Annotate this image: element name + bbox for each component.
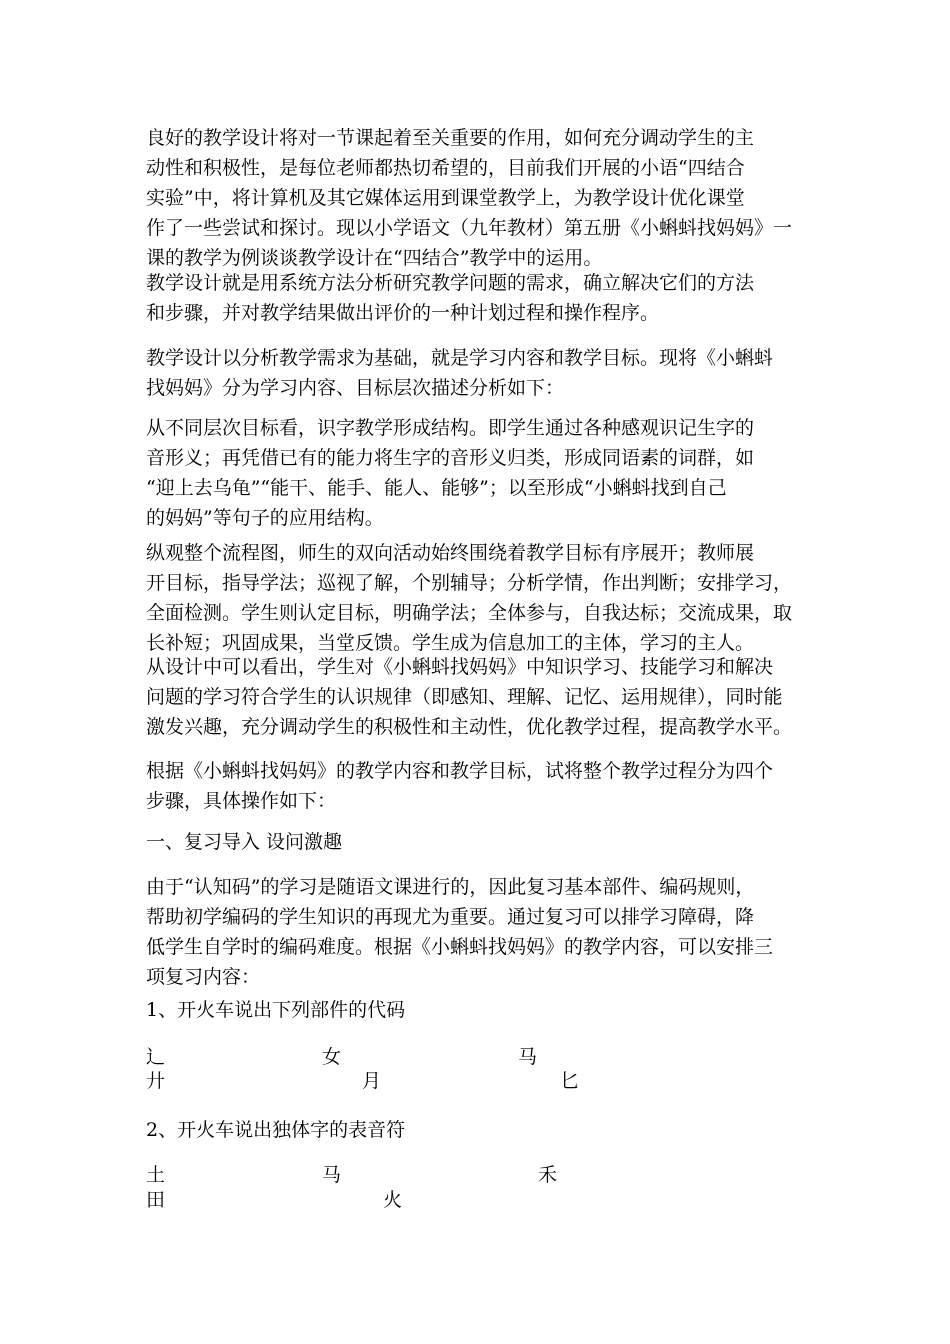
standalone-char: 马	[322, 1164, 342, 1186]
exercise-heading-2	[146, 1115, 816, 1145]
text-line: 动性和积极性，是每位老师都热切希望的，目前我们开展的小语“四结合	[146, 157, 745, 179]
text-line: 1、开火车说出下列部件的代码	[146, 999, 406, 1021]
paragraph-review	[146, 872, 816, 992]
text-line: “迎上去乌龟”“能干、能手、能人、能够”；以至形成“小蝌蚪找到自己	[146, 477, 727, 499]
component-char: 女	[322, 1046, 342, 1068]
standalone-char: 土	[146, 1164, 166, 1186]
paragraph-design	[146, 652, 816, 742]
text-line: 长补短；巩固成果，当堂反馈。学生成为信息加工的主体，学习的主人。	[146, 632, 755, 654]
text-line: 实验”中，将计算机及其它媒体运用到课堂教学上，为教学设计优化课堂	[146, 187, 745, 209]
paragraph-levels	[146, 413, 816, 533]
paragraph-intro	[146, 123, 816, 273]
text-line: 步骤，具体操作如下：	[146, 790, 337, 812]
text-line: 根据《小蝌蚪找妈妈》的教学内容和教学目标，试将整个教学过程分为四个	[146, 760, 774, 782]
exercise-heading-1	[146, 995, 816, 1025]
text-line: 的妈妈”等句子的应用结构。	[146, 507, 384, 529]
paragraph-steps	[146, 756, 816, 816]
standalone-char: 禾	[538, 1164, 558, 1186]
text-line: 低学生自学时的编码难度。根据《小蝌蚪找妈妈》的教学内容，可以安排三	[146, 936, 774, 958]
section-heading	[146, 827, 816, 857]
paragraph-analysis	[146, 343, 816, 403]
text-line: 激发兴趣，充分调动学生的积极性和主动性，优化教学过程，提高教学水平。	[146, 716, 793, 738]
text-line: 作了一些尝试和探讨。现以小学语文（九年教材）第五册《小蝌蚪找妈妈》一	[146, 217, 793, 239]
text-line: 从设计中可以看出，学生对《小蝌蚪找妈妈》中知识学习、技能学习和解决	[146, 656, 774, 678]
text-line: 全面检测。学生则认定目标，明确学法；全体参与，自我达标；交流成果，取	[146, 602, 793, 624]
text-line: 教学设计就是用系统方法分析研究教学问题的需求，确立解决它们的方法	[146, 272, 755, 294]
component-char: 匕	[560, 1070, 580, 1092]
component-char: 月	[362, 1070, 382, 1092]
text-line: 开目标，指导学法；巡视了解，个别辅导；分析学情，作出判断；安排学习，	[146, 572, 793, 594]
text-line: 和步骤，并对教学结果做出评价的一种计划过程和操作程序。	[146, 302, 660, 324]
component-char: 马	[518, 1046, 538, 1068]
paragraph-flowchart	[146, 538, 816, 658]
text-line: 项复习内容：	[146, 966, 261, 988]
standalone-char: 田	[146, 1189, 166, 1211]
text-line: 教学设计以分析教学需求为基础，就是学习内容和教学目标。现将《小蝌蚪	[146, 347, 774, 369]
text-line: 一、复习导入 设问激趣	[146, 831, 343, 853]
text-line: 纵观整个流程图，师生的双向活动始终围绕着教学目标有序展开；教师展	[146, 542, 755, 564]
text-line: 由于“认知码”的学习是随语文课进行的，因此复习基本部件、编码规则，	[146, 876, 755, 898]
component-char: 廾	[146, 1070, 166, 1092]
component-char: 辶	[146, 1046, 166, 1068]
text-line: 音形义；再凭借已有的能力将生字的音形义归类，形成同语素的词群，如	[146, 447, 755, 469]
text-line: 良好的教学设计将对一节课起着至关重要的作用，如何充分调动学生的主	[146, 127, 755, 149]
text-line: 从不同层次目标看，识字教学形成结构。即学生通过各种感观识记生字的	[146, 417, 755, 439]
text-line: 课的教学为例谈谈教学设计在“四结合”教学中的运用。	[146, 247, 603, 269]
standalone-char: 火	[383, 1189, 403, 1211]
paragraph-definition	[146, 268, 816, 328]
text-line: 问题的学习符合学生的认识规律（即感知、理解、记忆、运用规律），同时能	[146, 686, 783, 708]
text-line: 2、开火车说出独体字的表音符	[146, 1119, 406, 1141]
text-line: 找妈妈》分为学习内容、目标层次描述分析如下：	[146, 377, 565, 399]
text-line: 帮助初学编码的学生知识的再现尤为重要。通过复习可以排学习障碍，降	[146, 906, 755, 928]
